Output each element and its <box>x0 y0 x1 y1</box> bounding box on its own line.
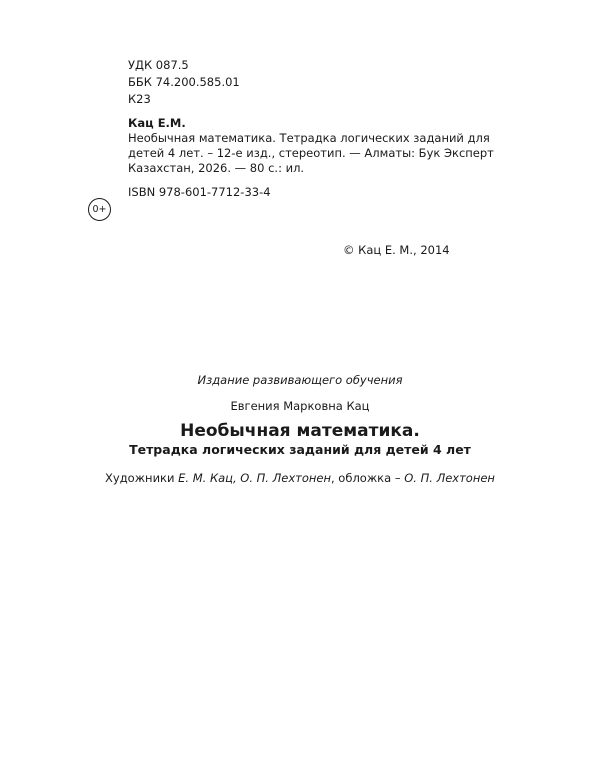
bbk-code: ББК 74.200.585.01 <box>128 75 240 89</box>
udk-code: УДК 087.5 <box>128 58 189 72</box>
author-full-name: Евгения Марковна Кац <box>230 399 370 413</box>
illustrators-names: Е. М. Кац, О. П. Лехтонен <box>178 471 331 485</box>
illustrators-line <box>0 471 600 485</box>
cover-illustrator: О. П. Лехтонен <box>404 471 495 485</box>
bibliographic-record <box>128 116 528 200</box>
book-subtitle: Тетрадка логических заданий для детей 4 лет <box>129 442 471 457</box>
bib-author: Кац Е.М. <box>128 116 186 130</box>
isbn: ISBN 978-601-7712-33-4 <box>128 185 271 199</box>
book-title: Необычная математика. <box>180 421 420 441</box>
cover-label: , обложка – <box>331 471 401 485</box>
age-rating-badge: 0+ <box>88 198 111 221</box>
copyright: © Кац Е. М., 2014 <box>343 243 450 257</box>
author-mark: К23 <box>128 92 151 106</box>
edition-type: Издание развивающего обучения <box>197 373 403 387</box>
illustrators-prefix: Художники <box>105 471 175 485</box>
bib-description: Необычная математика. Тетрадка логических заданий для детей 4 лет. – 12-е изд., стереотип. — Алматы: Бук Эксперт Казахстан, 2026. — 80 с.: ил. <box>128 131 494 175</box>
